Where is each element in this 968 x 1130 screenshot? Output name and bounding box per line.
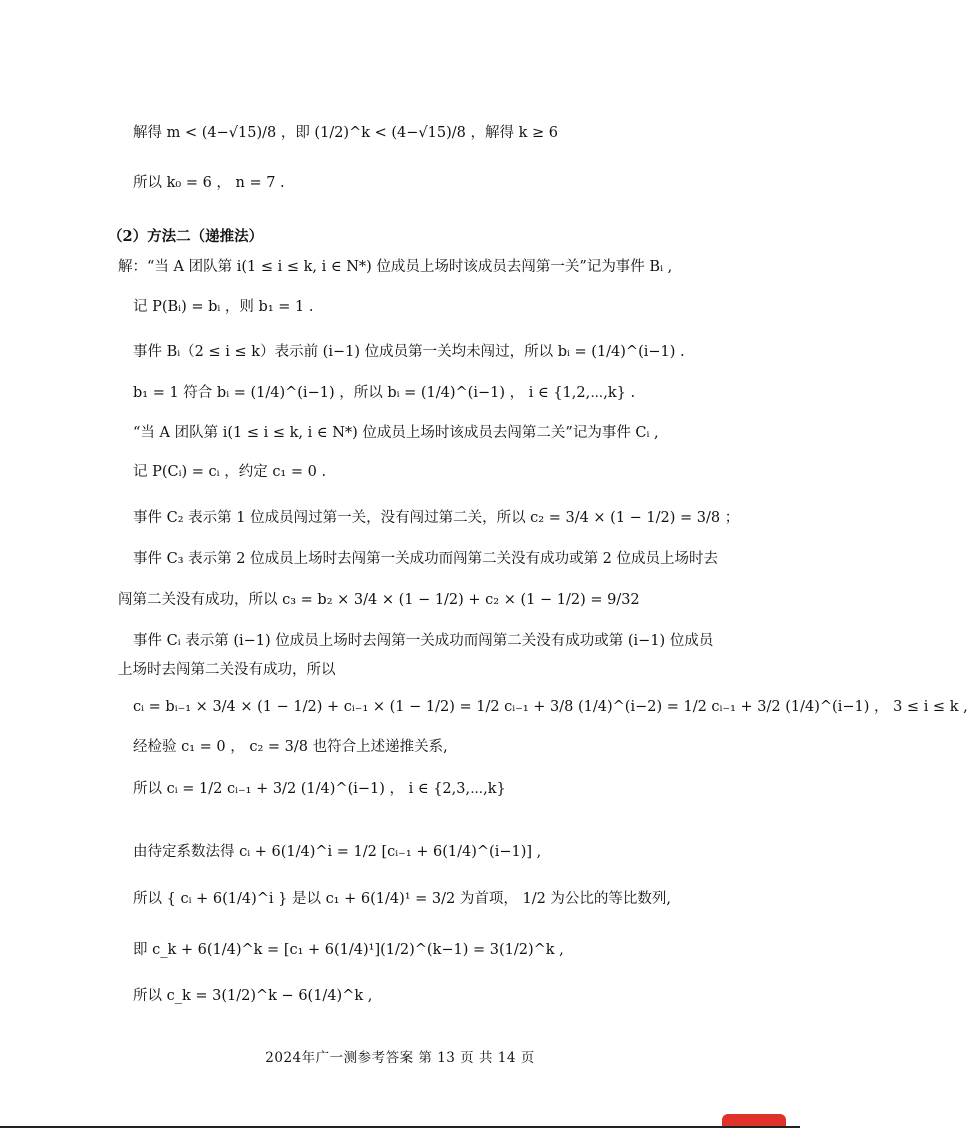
event-B-definition: 解：“当 A 团队第 i(1 ≤ i ≤ k, i ∈ N*) 位成员上场时该成员去闯第一关”记为事件 Bᵢ , bbox=[118, 259, 673, 275]
ci-conclusion-line: 所以 cᵢ = 1/2 cᵢ₋₁ + 3/2 (1/4)^(i−1) ， i ∈ {2,3,⋯,k} bbox=[133, 781, 506, 797]
prob-B-line: 记 P(Bᵢ) = bᵢ ，则 b₁ = 1 . bbox=[133, 299, 314, 315]
ck-final-line: 所以 c_k = 3(1/2)^k − 6(1/4)^k , bbox=[133, 988, 373, 1004]
solve-m-line: 解得 m < (4−√15)/8 ，即 (1/2)^k < (4−√15)/8 ，解得 k ≥ 6 bbox=[133, 125, 558, 141]
ck-expression-line: 即 c_k + 6(1/4)^k = [c₁ + 6(1/4)¹](1/2)^(k−1) = 3(1/2)^k , bbox=[133, 942, 564, 958]
verify-line: 经检验 c₁ = 0 ， c₂ = 3/8 也符合上述递推关系, bbox=[133, 739, 448, 755]
c3-formula-line: 闯第二关没有成功，所以 c₃ = b₂ × 3/4 × (1 − 1/2) + c₂ × (1 − 1/2) = 9/32 bbox=[118, 592, 640, 608]
corner-logo bbox=[722, 1114, 786, 1126]
method-two-heading: （2）方法二（递推法） bbox=[108, 228, 264, 245]
bottom-rule bbox=[0, 1126, 800, 1128]
event-C3-line: 事件 C₃ 表示第 2 位成员上场时去闯第一关成功而闯第二关没有成功或第 2 位成员上场时去 bbox=[133, 551, 719, 567]
k0-n-line: 所以 k₀ = 6 ， n = 7 . bbox=[133, 175, 285, 191]
event-C2-line: 事件 C₂ 表示第 1 位成员闯过第一关，没有闯过第二关，所以 c₂ = 3/4 × (1 − 1/2) = 3/8 ； bbox=[133, 510, 740, 526]
ci-recurrence-line: cᵢ = bᵢ₋₁ × 3/4 × (1 − 1/2) + cᵢ₋₁ × (1 − 1/2) = 1/2 cᵢ₋₁ + 3/8 (1/4)^(i−2) = 1/2 cᵢ₋₁ + 3/2 (1/4)^(i−1) ， 3 ≤ i ≤ k , bbox=[133, 699, 968, 715]
event-Ci-line: 事件 Cᵢ 表示第 (i−1) 位成员上场时去闯第一关成功而闯第二关没有成功或第 (i−1) 位成员 bbox=[133, 633, 714, 649]
event-B-meaning: 事件 Bᵢ（2 ≤ i ≤ k）表示前 (i−1) 位成员第一关均未闯过，所以 bᵢ = (1/4)^(i−1) . bbox=[133, 344, 685, 360]
page-footer: 2024年广一测参考答案 第 13 页 共 14 页 bbox=[265, 1050, 535, 1066]
geometric-seq-line: 所以 { cᵢ + 6(1/4)^i } 是以 c₁ + 6(1/4)¹ = 3/2 为首项， 1/2 为公比的等比数列, bbox=[133, 891, 672, 907]
event-Ci-cont: 上场时去闯第二关没有成功，所以 bbox=[118, 662, 336, 678]
event-C-definition: “当 A 团队第 i(1 ≤ i ≤ k, i ∈ N*) 位成员上场时该成员去闯第二关”记为事件 Cᵢ , bbox=[133, 425, 659, 441]
prob-C-line: 记 P(Cᵢ) = cᵢ ，约定 c₁ = 0 . bbox=[133, 464, 327, 480]
undetermined-coef-line: 由待定系数法得 cᵢ + 6(1/4)^i = 1/2 [cᵢ₋₁ + 6(1/4)^(i−1)] , bbox=[133, 844, 542, 860]
b-formula-line: b₁ = 1 符合 bᵢ = (1/4)^(i−1) ，所以 bᵢ = (1/4)^(i−1) ， i ∈ {1,2,⋯,k} . bbox=[133, 385, 636, 401]
